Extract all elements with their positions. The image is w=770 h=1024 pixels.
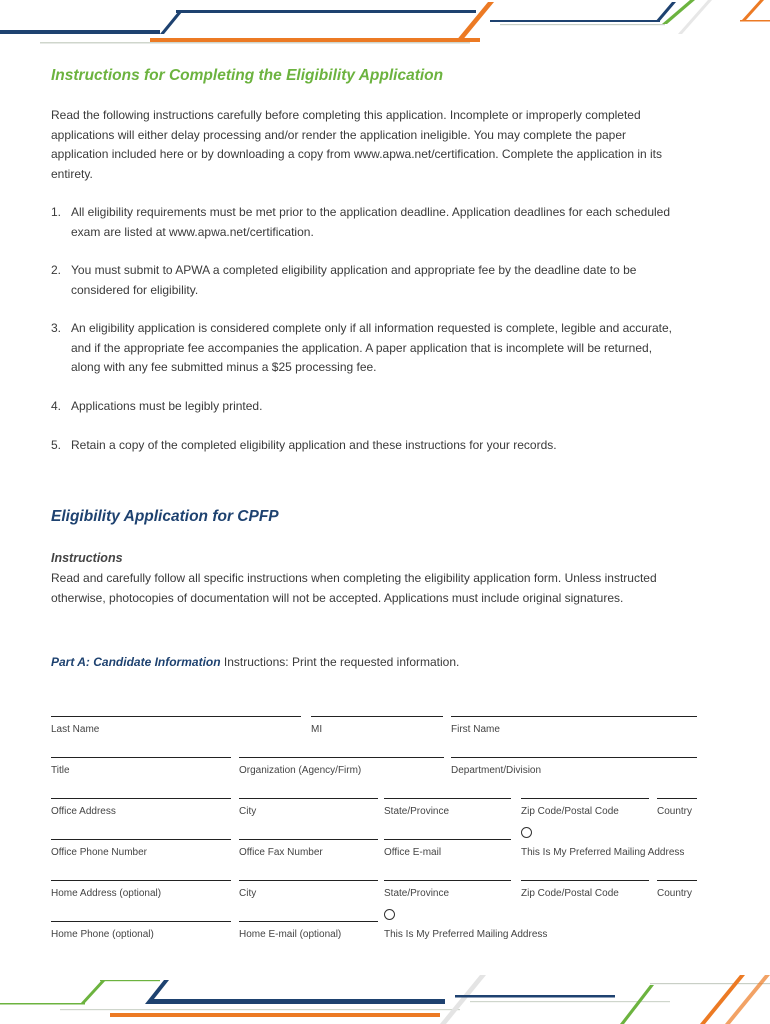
part-a-instructions: Instructions: Print the requested information. [220, 655, 460, 669]
department-field[interactable] [451, 757, 697, 781]
item-text: Applications must be legibly printed. [71, 399, 263, 413]
office-address-field[interactable] [51, 798, 231, 822]
intro-line: applications will either delay processing and/or render the application ineligible. You may complete the paper [51, 127, 627, 142]
item-text-cont: considered for eligibility. [71, 282, 199, 297]
home-country-field[interactable] [657, 880, 697, 904]
home-phone-field[interactable] [51, 921, 231, 945]
field-label: Country [657, 806, 693, 817]
intro-line: entirety. [51, 166, 93, 181]
first-name-field[interactable] [451, 716, 697, 740]
field-label: MI [311, 724, 323, 735]
footer-decoration [0, 975, 770, 1024]
field-line [521, 798, 649, 799]
field-label: Office Address [51, 806, 116, 817]
home-state-field[interactable] [384, 880, 511, 904]
header-decoration [0, 0, 770, 60]
instructions-subheading: Instructions [51, 551, 123, 565]
field-line [657, 798, 697, 799]
field-label: State/Province [384, 806, 450, 817]
instructions-line: otherwise, photocopies of documentation will not be accepted. Applications must include original signatures. [51, 590, 624, 605]
item-text: Retain a copy of the completed eligibility application and these instructions for your records. [71, 438, 557, 452]
item-text: An eligibility application is considered complete only if all information requested is complete, legible and accurate, [71, 321, 672, 335]
office-zip-field[interactable] [521, 798, 649, 822]
application-instructions [51, 569, 691, 608]
item-text: All eligibility requirements must be met prior to the application deadline. Application deadlines for each scheduled [71, 205, 671, 219]
field-label: Home Address (optional) [51, 888, 162, 899]
field-label: This Is My Preferred Mailing Address [521, 847, 685, 858]
field-line [51, 921, 231, 922]
item-text: You must submit to APWA a completed eligibility application and appropriate fee by the deadline date to be [71, 263, 637, 277]
field-line [51, 839, 231, 840]
field-label: Office Phone Number [51, 847, 147, 858]
field-label: Organization (Agency/Firm) [239, 765, 362, 776]
instructions-intro [51, 106, 691, 184]
field-line [51, 880, 231, 881]
field-label: Home E-mail (optional) [239, 929, 342, 940]
field-label: Office E-mail [384, 847, 442, 858]
instructions-line: Read and carefully follow all specific instructions when completing the eligibility application form. Unless instructed [51, 571, 657, 585]
home-preferred-label-wrap [384, 921, 584, 945]
field-label: First Name [451, 724, 500, 735]
last-name-field[interactable] [51, 716, 301, 740]
office-preferred-mailing-radio[interactable] [521, 827, 532, 838]
part-a-label: Part A: Candidate Information [51, 655, 221, 669]
field-line [451, 716, 697, 717]
field-label: Title [51, 765, 70, 776]
field-label: Zip Code/Postal Code [521, 806, 619, 817]
field-line [239, 798, 378, 799]
title-field[interactable] [51, 757, 231, 781]
field-line [239, 880, 378, 881]
instruction-item-3 [51, 319, 691, 378]
office-fax-field[interactable] [239, 839, 378, 863]
part-a-heading [51, 655, 459, 669]
field-line [51, 716, 301, 717]
item-text-cont: along with any fee submitted minus a $25 processing fee. [71, 360, 377, 374]
intro-line: application included here or by downloading a copy from www.apwa.net/certification. Complete the application in its [51, 147, 663, 161]
instruction-item-1 [51, 203, 691, 242]
instructions-title: Instructions for Completing the Eligibility Application [51, 67, 444, 84]
field-line [384, 839, 511, 840]
office-phone-field[interactable] [51, 839, 231, 863]
home-address-field[interactable] [51, 880, 231, 904]
mi-field[interactable] [311, 716, 443, 740]
field-label: Department/Division [451, 765, 542, 776]
field-label: Home Phone (optional) [51, 929, 154, 940]
field-line [311, 716, 443, 717]
field-label: City [239, 888, 257, 899]
field-label: Last Name [51, 724, 100, 735]
instruction-item-4 [51, 397, 691, 417]
field-line [239, 757, 444, 758]
item-number: 3. [51, 321, 62, 335]
item-text-cont: exam are listed at www.apwa.net/certification. [71, 224, 314, 239]
field-line [239, 839, 378, 840]
home-email-field[interactable] [239, 921, 378, 945]
field-line [239, 921, 378, 922]
field-label: Country [657, 888, 693, 899]
field-line [51, 798, 231, 799]
office-city-field[interactable] [239, 798, 378, 822]
office-email-field[interactable] [384, 839, 511, 863]
field-line [521, 880, 649, 881]
instruction-item-5 [51, 436, 691, 456]
home-zip-field[interactable] [521, 880, 649, 904]
item-number: 1. [51, 205, 62, 219]
field-line [51, 757, 231, 758]
office-country-field[interactable] [657, 798, 697, 822]
item-number: 4. [51, 399, 62, 413]
instruction-item-2 [51, 261, 691, 300]
field-line [384, 798, 511, 799]
home-city-field[interactable] [239, 880, 378, 904]
field-label: This Is My Preferred Mailing Address [384, 929, 548, 940]
office-preferred-label-wrap [521, 839, 697, 863]
field-label: Office Fax Number [239, 847, 323, 858]
item-number: 2. [51, 263, 62, 277]
field-line [384, 880, 511, 881]
field-label: City [239, 806, 257, 817]
home-preferred-mailing-radio[interactable] [384, 909, 395, 920]
field-label: Zip Code/Postal Code [521, 888, 619, 899]
field-line [451, 757, 697, 758]
field-line [657, 880, 697, 881]
office-state-field[interactable] [384, 798, 511, 822]
field-label: State/Province [384, 888, 450, 899]
intro-line: Read the following instructions carefully before completing this application. Incomplete or improperly completed [51, 108, 641, 122]
item-number: 5. [51, 438, 62, 452]
application-title: Eligibility Application for CPFP [51, 508, 279, 525]
organization-field[interactable] [239, 757, 444, 781]
item-text-cont: and if the appropriate fee accompanies the application. A paper application that is incomplete will be returned, [71, 340, 653, 355]
